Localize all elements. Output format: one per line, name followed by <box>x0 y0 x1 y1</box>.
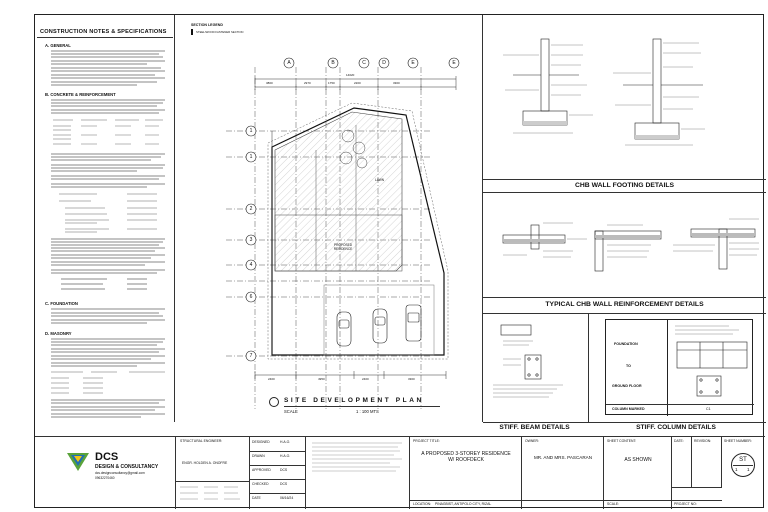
sheet-content-label: SHEET CONTENT: <box>607 439 637 443</box>
notes-title-rule <box>37 37 173 38</box>
sheet-number-divider <box>733 465 753 466</box>
grid-row-1: 1 <box>249 154 253 160</box>
sheet-code: ST <box>739 457 747 463</box>
text-lines-masonry <box>47 337 169 421</box>
engineer-block <box>176 437 250 509</box>
role-rule-1 <box>250 451 306 452</box>
dim-top-2: 2970 <box>304 81 311 85</box>
grid-col-c: C <box>362 60 366 66</box>
role-approved-label: APPROVED <box>252 468 271 472</box>
site-plan-title: SITE DEVELOPMENT PLAN <box>284 397 424 404</box>
stamp-text-lines <box>310 440 406 506</box>
roles-block <box>250 437 306 509</box>
company-subtitle: DESIGN & CONSULTANCY <box>95 464 159 470</box>
sheet-number-block <box>722 437 765 509</box>
role-rule-2 <box>250 465 306 466</box>
grid-row-6: 6 <box>249 294 253 300</box>
site-plan-drawing <box>176 15 482 422</box>
legend-item: STEEL/WOOD FASTENER SECTION <box>196 30 244 34</box>
dim-bottom-4: 3300 <box>408 377 415 381</box>
notes-concrete-text <box>47 98 169 298</box>
location-value: PINAGBIST, ANTIPOLO CITY, RIZAL <box>435 502 492 506</box>
title-marker-icon <box>269 397 279 407</box>
grid-col-a: A <box>287 60 291 66</box>
site-plan-scale-value: 1 : 100 MTS <box>356 409 379 414</box>
dim-bottom-2: 4950 <box>318 377 325 381</box>
beam-column-divider <box>588 313 589 422</box>
sheet-total: 1 <box>747 467 750 472</box>
company-phone: 09632270460 <box>95 476 115 480</box>
engineer-name: ENGR. HOLDEN A. ONOFRE <box>182 461 228 465</box>
legend-title: SECTION LEGEND <box>191 23 223 27</box>
structural-engineer-label: STRUCTURAL ENGINEER: <box>180 439 223 443</box>
column-row-foundation: FOUNDATION <box>614 342 638 346</box>
text-lines-concrete <box>47 98 169 298</box>
company-email: dcs.designconsultancy@gmail.com <box>95 471 145 475</box>
company-block <box>35 437 176 509</box>
site-plan-panel <box>176 15 482 422</box>
role-date-value: 06/16/24 <box>280 496 294 500</box>
scale-rule <box>672 487 722 488</box>
sheet-content-block <box>604 437 672 509</box>
notes-panel <box>35 15 175 422</box>
date-block <box>672 437 692 487</box>
drawing-sheet <box>34 14 764 508</box>
notes-foundation-text <box>47 307 169 329</box>
column-row-to: TO <box>626 364 631 368</box>
role-checked-label: CHECKED <box>252 482 269 486</box>
column-table-left <box>606 320 668 416</box>
footing-detail-drawing <box>483 15 766 179</box>
company-name: DCS <box>95 451 119 463</box>
footing-rule-bottom <box>483 192 766 193</box>
column-marked-label: COLUMN MARKED <box>612 407 645 411</box>
location-rule <box>410 500 722 501</box>
reinf-rule-bottom <box>483 313 766 314</box>
grid-col-b: B <box>331 60 335 66</box>
reinf-rule-top <box>483 297 766 298</box>
role-rule-3 <box>250 479 306 480</box>
dim-top-3: 1750 <box>328 81 335 85</box>
sheet-num: 1 <box>735 467 738 472</box>
role-drawn-value: H.A.O. <box>280 454 291 458</box>
site-plan-scale-label: SCALE <box>284 409 298 414</box>
role-checked-value: DCS <box>280 482 288 486</box>
notes-section-foundation: C. FOUNDATION <box>45 301 78 306</box>
dim-overall: 14020 <box>346 73 355 77</box>
dim-bottom-1: 2400 <box>268 377 275 381</box>
beam-detail-drawing <box>483 315 588 407</box>
project-title-label: PROJECT TITLE: <box>413 439 440 443</box>
owner-block <box>522 437 604 509</box>
sheet-number-label: SHEET NUMBER: <box>724 439 752 443</box>
beam-rule <box>483 422 766 423</box>
grid-row-7: 7 <box>249 353 253 359</box>
dim-bottom-3: 2400 <box>362 377 369 381</box>
role-rule-4 <box>250 493 306 494</box>
dim-top-1: 3800 <box>266 81 273 85</box>
roles-grid <box>250 437 306 509</box>
revision-label: REVISION: <box>694 439 712 443</box>
reinforcement-title: TYPICAL CHB WALL REINFORCEMENT DETAILS <box>545 301 704 308</box>
revision-block <box>692 437 722 487</box>
notes-general-text <box>47 49 169 89</box>
column-row-ground: GROUND FLOOR <box>612 384 642 388</box>
site-plan-title-rule <box>284 406 440 407</box>
owner-name: MR. AND MRS. PASCARAN <box>533 455 593 460</box>
column-table <box>605 319 753 415</box>
project-title-block <box>410 437 522 509</box>
notes-section-general: A. GENERAL <box>45 43 71 48</box>
role-drawn-label: DRAWN <box>252 454 265 458</box>
grid-row-3: 3 <box>249 237 253 243</box>
area-label-lawn: LAWN <box>375 178 385 182</box>
date-label: DATE: <box>674 439 684 443</box>
role-designed-value: H.A.O. <box>280 440 291 444</box>
grid-row-2: 2 <box>249 206 253 212</box>
column-title: STIFF. COLUMN DETAILS <box>636 424 716 431</box>
column-mark: C1 <box>706 407 711 411</box>
notes-section-masonry: D. MASONRY <box>45 331 72 336</box>
grid-row-1a: 1 <box>249 128 253 134</box>
area-label-residence: PROPOSED RESIDENCE <box>333 243 353 251</box>
grid-col-d: D <box>382 60 386 66</box>
footing-rule-top <box>483 179 766 180</box>
company-logo-icon <box>67 453 89 471</box>
location-label: LOCATION: <box>413 502 432 506</box>
beam-title: STIFF. BEAM DETAILS <box>499 424 570 431</box>
role-approved-value: DCS <box>280 468 288 472</box>
grid-col-e: E <box>411 60 415 66</box>
notes-section-concrete: B. CONCRETE & REINFORCEMENT <box>45 92 116 97</box>
sheet-content-value: AS SHOWN <box>624 457 652 463</box>
scale-label: SCALE: <box>607 502 620 506</box>
project-title: A PROPOSED 3-STOREY RESIDENCE W/ ROOFDECK <box>421 451 511 463</box>
role-date-label: DATE <box>252 496 261 500</box>
text-lines-general <box>47 49 169 89</box>
grid-col-e-prime: E <box>452 60 456 66</box>
stamp-block <box>306 437 410 509</box>
text-lines-foundation <box>47 307 169 329</box>
reinforcement-detail-drawing <box>483 195 766 287</box>
details-panel <box>482 15 765 422</box>
column-section-drawing <box>669 322 753 402</box>
engineer-license-lines <box>178 483 248 507</box>
dim-top-4: 2200 <box>354 81 361 85</box>
column-table-rule <box>606 404 754 405</box>
owner-label: OWNER: <box>525 439 539 443</box>
grid-row-4: 4 <box>249 262 253 268</box>
notes-masonry-text <box>47 337 169 421</box>
notes-title: CONSTRUCTION NOTES & SPECIFICATIONS <box>40 29 167 35</box>
footing-title: CHB WALL FOOTING DETAILS <box>574 182 675 189</box>
project-no-label: PROJECT NO: <box>674 502 697 506</box>
engineer-rule <box>176 481 250 482</box>
dim-top-5: 3300 <box>393 81 400 85</box>
role-designed-label: DESIGNED <box>252 440 270 444</box>
